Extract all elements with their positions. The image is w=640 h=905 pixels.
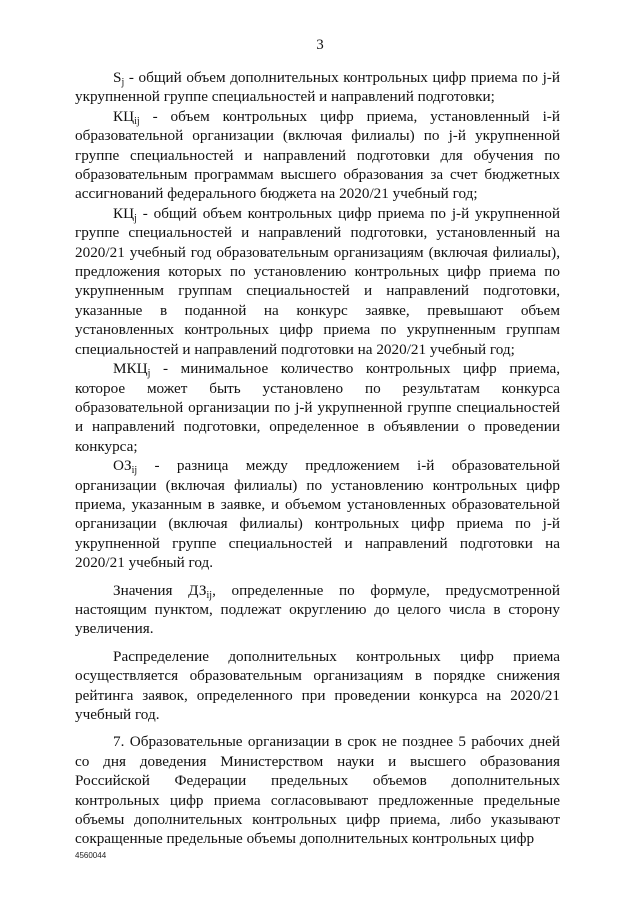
formula-symbol: S [113,69,122,86]
document-id: 4560044 [75,851,107,860]
definition-s-j [75,68,560,107]
definition-kc-ij [75,107,560,204]
clause-7-paragraph [75,732,560,848]
formula-symbol: КЦ [113,107,135,125]
paragraph-text: 7. Образовательные организации в срок не позднее 5 рабочих дней со дня доведения Министерством науки и высшего образования Российской Федерации предельных объемов дополнительных контрольных цифр приема согласовывают предложенные предельные объемы дополнительных контрольных цифр приема, либо указывают сокращенные предельные объемы дополнительных контрольных цифр [75,733,560,848]
page-number: 3 [316,37,324,53]
paragraph-prefix: Значения ДЗ [113,581,207,599]
formula-subscript: ij [206,589,213,601]
definition-kc-j [75,204,560,359]
document-body [75,68,560,849]
definition-text: - общий объем контрольных цифр приема по j-й укрупненной группе специальностей и направлений подготовки, установленный на 2020/21 учебный год образовательным организациям (включая филиалы), предложения которых по установлению контрольных цифр приема по укрупненным группам специальностей и направлений подготовки, указанные в поданной на конкурс заявке, превышают объем установленных контрольных цифр приема по укрупненным группам специальностей и направлений подготовки на 2020/21 учебный год; [75,204,560,358]
distribution-paragraph [75,647,560,725]
paragraph-text: , определенные по формуле, предусмотренной настоящим пунктом, подлежат округлению до целого числа в сторону увеличения. [75,581,560,638]
definition-text: - объем контрольных цифр приема, установленный i-й образовательной организации (включая филиалы) по j-й укрупненной группе специальностей и направлений подготовки для обучения по образовательным программам высшего образования за счет бюджетных ассигнований федерального бюджета на 2020/21 учебный год; [75,107,560,203]
formula-subscript: j [147,368,151,380]
paragraph-text: Распределение дополнительных контрольных цифр приема осуществляется образовательным организациям в порядке снижения рейтинга заявок, определенного при проведении конкурса на 2020/21 учебный год. [75,647,560,723]
formula-subscript: j [121,77,125,88]
formula-subscript: ij [134,115,140,127]
formula-symbol: ОЗ [113,457,132,475]
rounding-paragraph [75,581,560,639]
definition-mkc-j [75,359,560,456]
definition-text: - разница между предложением i-й образовательной организации (включая филиалы) по установлению контрольных цифр приема, указанным в заявке, и объемом установленных образовательной организации (включая филиалы) контрольных цифр приема по j-й укрупненной группе специальностей и направлений подготовки на 2020/21 учебный год. [75,457,560,572]
definition-oz-ij [75,456,560,572]
formula-subscript: ij [131,465,138,477]
formula-symbol: КЦ [113,204,135,222]
definition-text: - минимальное количество контрольных цифр приема, которое может быть установлено по результатам конкурса образовательной организации по j-й укрупненной группе специальностей и направлений подготовки, определенное в объявлении о проведении конкурса; [75,360,560,455]
formula-symbol: МКЦ [113,360,148,378]
definition-text: - общий объем дополнительных контрольных цифр приема по j-й укрупненной группе специальностей и направлений подготовки; [75,69,560,106]
formula-subscript: j [134,212,137,224]
